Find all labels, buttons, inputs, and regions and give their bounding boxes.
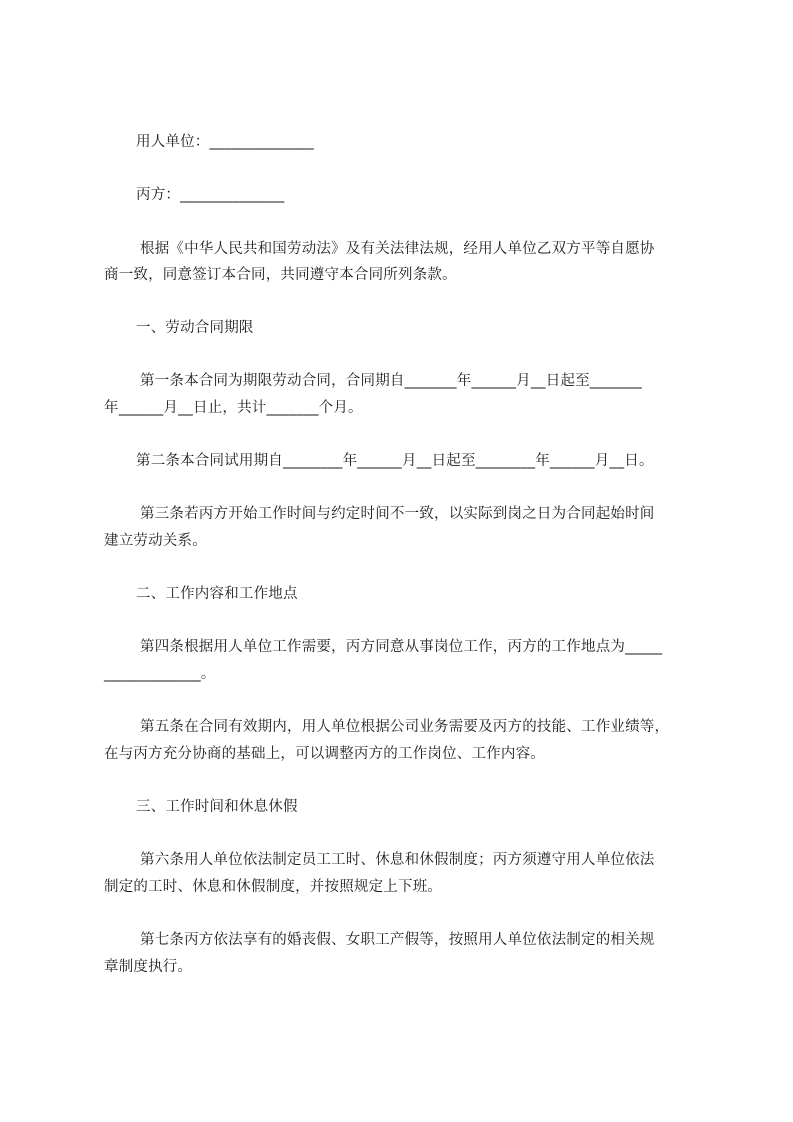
article6-line-2: 制定的工时、休息和休假制度，并按照规定上下班。: [104, 879, 443, 895]
article7-line-1: 第七条丙方依法享有的婚丧假、女职工产假等，按照用人单位依法制定的相关规: [140, 932, 655, 948]
article3-line-1: 第三条若丙方开始工作时间与约定时间不一致，以实际到岗之日为合同起始时间: [140, 506, 655, 522]
employer-line: 用人单位：______________: [136, 134, 314, 150]
party-c-line: 丙方：______________: [136, 187, 285, 203]
article4-line-1: 第四条根据用人单位工作需要，丙方同意从事岗位工作，丙方的工作地点为_____: [140, 639, 663, 655]
preamble-line-1: 根据《中华人民共和国劳动法》及有关法律法规，经用人单位乙双方平等自愿协: [140, 241, 655, 257]
article1-line-1: 第一条本合同为期限劳动合同，合同期自_______年______月__日起至_______: [140, 373, 642, 389]
article5-line-2: 在与丙方充分协商的基础上，可以调整丙方的工作岗位、工作内容。: [104, 746, 545, 762]
section2-heading: 二、工作内容和工作地点: [136, 586, 298, 602]
article1-line-2: 年______月__日止，共计_______个月。: [104, 400, 363, 416]
section3-heading: 三、工作时间和休息休假: [136, 799, 298, 815]
article4-line-2: _____________。: [104, 666, 216, 682]
article3-line-2: 建立劳动关系。: [104, 533, 207, 549]
article6-line-1: 第六条用人单位依法制定员工工时、休息和休假制度；丙方须遵守用人单位依法: [140, 852, 655, 868]
article5-line-1: 第五条在合同有效期内，用人单位根据公司业务需要及丙方的技能、工作业绩等，: [140, 719, 670, 735]
section1-heading: 一、劳动合同期限: [136, 320, 254, 336]
article7-line-2: 章制度执行。: [104, 959, 193, 975]
preamble-line-2: 商一致，同意签订本合同，共同遵守本合同所列条款。: [104, 267, 457, 283]
article2-line-1: 第二条本合同试用期自________年______月__日起至________年______月__日。: [136, 453, 654, 469]
